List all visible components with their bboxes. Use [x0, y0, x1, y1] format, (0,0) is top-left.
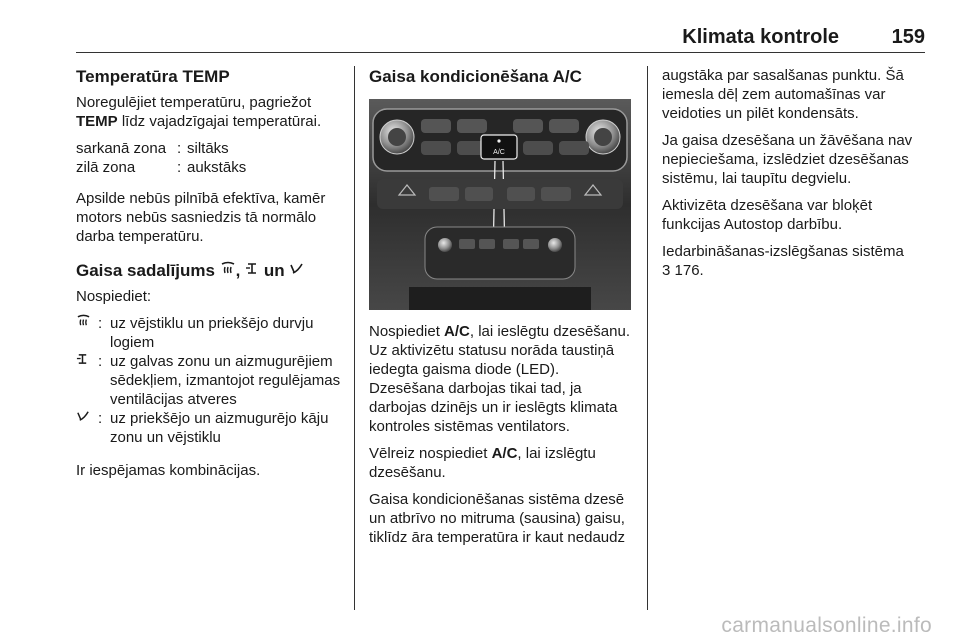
- ac-heading: Gaisa kondicionēšana A/C: [369, 67, 582, 86]
- head-vent-icon: [76, 352, 98, 409]
- column-2: [369, 66, 634, 555]
- ac-system-text: Gaisa kondicionēšanas sistēma dzesē un atbrīvo no mitruma (sausina) gaisu, tiklīdz āra temperatūra ir kaut nedaudz: [369, 491, 625, 546]
- zone-def: aukstāks: [187, 159, 247, 176]
- press-text: Nospiediet:: [76, 288, 152, 305]
- ac-button-label: A/C: [493, 149, 505, 156]
- column-3: [662, 66, 927, 288]
- zone-sep: :: [177, 159, 182, 176]
- mode-def: uz priekšējo un aizmugurējo kāju zonu un vējstiklu: [110, 410, 329, 446]
- ac-off-text: Vēlreiz nospiediet A/C, lai izslēgtu dzesēšanu.: [369, 445, 596, 481]
- climate-panel-photo: [369, 99, 631, 310]
- fuel-saving-text: Ja gaisa dzesēšana un žāvēšana nav nepieciešama, izslēdziet dzesēšanas sistēmu, lai taupītu degvielu.: [662, 132, 913, 187]
- mode-def: uz vējstiklu un priekšējo durvju logiem: [110, 315, 314, 351]
- column-divider: [647, 66, 648, 610]
- feet-windshield-icon: [76, 409, 98, 447]
- zone-term: sarkanā zona: [76, 140, 167, 157]
- header-rule: [76, 52, 925, 53]
- chapter-title: Klimata kontrole: [682, 26, 839, 48]
- windshield-feet-icon: [220, 260, 236, 281]
- mode-def: uz galvas zonu un aizmugurējiem sēdekļiem, izmantojot regulējamas ventilācijas atveres: [110, 353, 341, 408]
- condensate-text: augstāka par sasalšanas punktu. Šā iemesla dēļ zem automašīnas var veidoties un pilēt kondensāts.: [662, 67, 904, 122]
- mode-sep: :: [98, 410, 103, 427]
- column-1: [76, 66, 341, 488]
- column-divider: [354, 66, 355, 610]
- ac-on-text: Nospiediet A/C, lai ieslēgtu dzesēšanu. Uz aktivizētu statusu norāda taustiņā iedegta gaisma diode (LED). Dzesēšana darbojas tikai tad, ja darbojas dzinējs un ir ieslēgts klimata kontroles sistēmas ventilators.: [369, 323, 630, 435]
- zone-term: zilā zona: [76, 159, 136, 176]
- mode-list: [76, 314, 341, 447]
- feet-windshield-icon: [289, 260, 304, 281]
- page-header: [76, 26, 925, 50]
- windshield-feet-icon: [76, 314, 98, 352]
- mode-sep: :: [98, 353, 103, 370]
- air-distribution-heading: Gaisa sadalījums , un: [76, 260, 341, 281]
- preheat-text: Apsilde nebūs pilnībā efektīva, kamēr motors nebūs sasniedzis tā normālo darba temperatūru.: [76, 190, 326, 245]
- autostop-text: Aktivizēta dzesēšana var bloķēt funkcijas Autostop darbību.: [662, 197, 873, 233]
- start-stop-text: Iedarbināšanas-izslēgšanas sistēma 3 176.: [662, 243, 904, 279]
- page-reference-link[interactable]: 3 176.: [662, 262, 704, 279]
- zone-list: [76, 139, 341, 177]
- zone-def: siltāks: [187, 140, 229, 157]
- climate-panel-illustration: [369, 99, 631, 310]
- combination-text: Ir iespējamas kombinācijas.: [76, 462, 261, 479]
- watermark: carmanualsonline.info: [721, 614, 932, 637]
- page-number: 159: [891, 26, 925, 48]
- zone-sep: :: [177, 140, 182, 157]
- temperature-heading: Temperatūra TEMP: [76, 67, 230, 86]
- mode-sep: :: [98, 315, 103, 332]
- head-vent-icon: [245, 260, 259, 281]
- temperature-text: Noregulējiet temperatūru, pagriežot TEMP līdz vajadzīgajai temperatūrai.: [76, 94, 322, 130]
